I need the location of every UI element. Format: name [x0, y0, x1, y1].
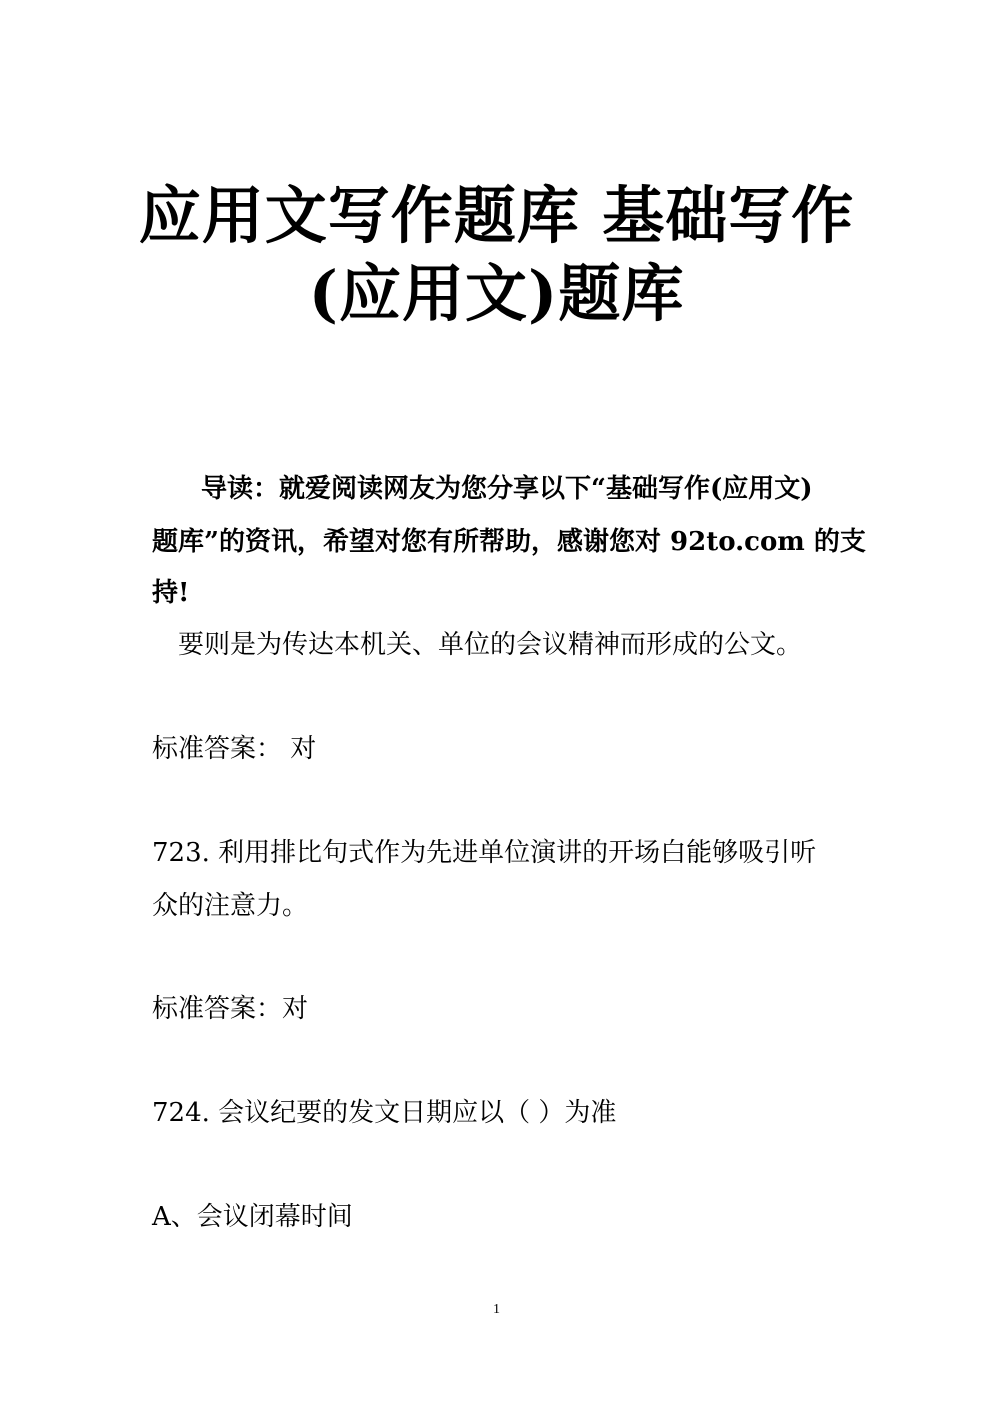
question-723-line-1 [152, 825, 852, 882]
intro-line-1: 导读：就爱阅读网友为您分享以下“基础写作(应用文) [201, 474, 813, 504]
option-a: A、会议闭幕时间 [152, 1202, 353, 1232]
question-723-text: 723. 利用排比句式作为先进单位演讲的开场白能够吸引听 [152, 838, 817, 868]
answer-1: 标准答案： 对 [152, 734, 317, 764]
intro-line-3: 持! [152, 578, 190, 608]
question-724: 724. 会议纪要的发文日期应以（ ）为准 [152, 1098, 617, 1128]
question-723-line-2: 众的注意力。 [152, 891, 309, 921]
intro-line-2: 题库”的资讯，希望对您有所帮助，感谢您对 92to.com 的支 [152, 527, 866, 557]
document-title-line-2: (应用文)题库 [308, 257, 685, 330]
answer-2: 标准答案：对 [152, 994, 309, 1024]
page-number: 1 [493, 1302, 500, 1317]
statement-text: 要则是为传达本机关、单位的会议精神而形成的公文。 [178, 630, 803, 660]
document-title-line-1: 应用文写作题库 基础写作 [138, 179, 855, 252]
